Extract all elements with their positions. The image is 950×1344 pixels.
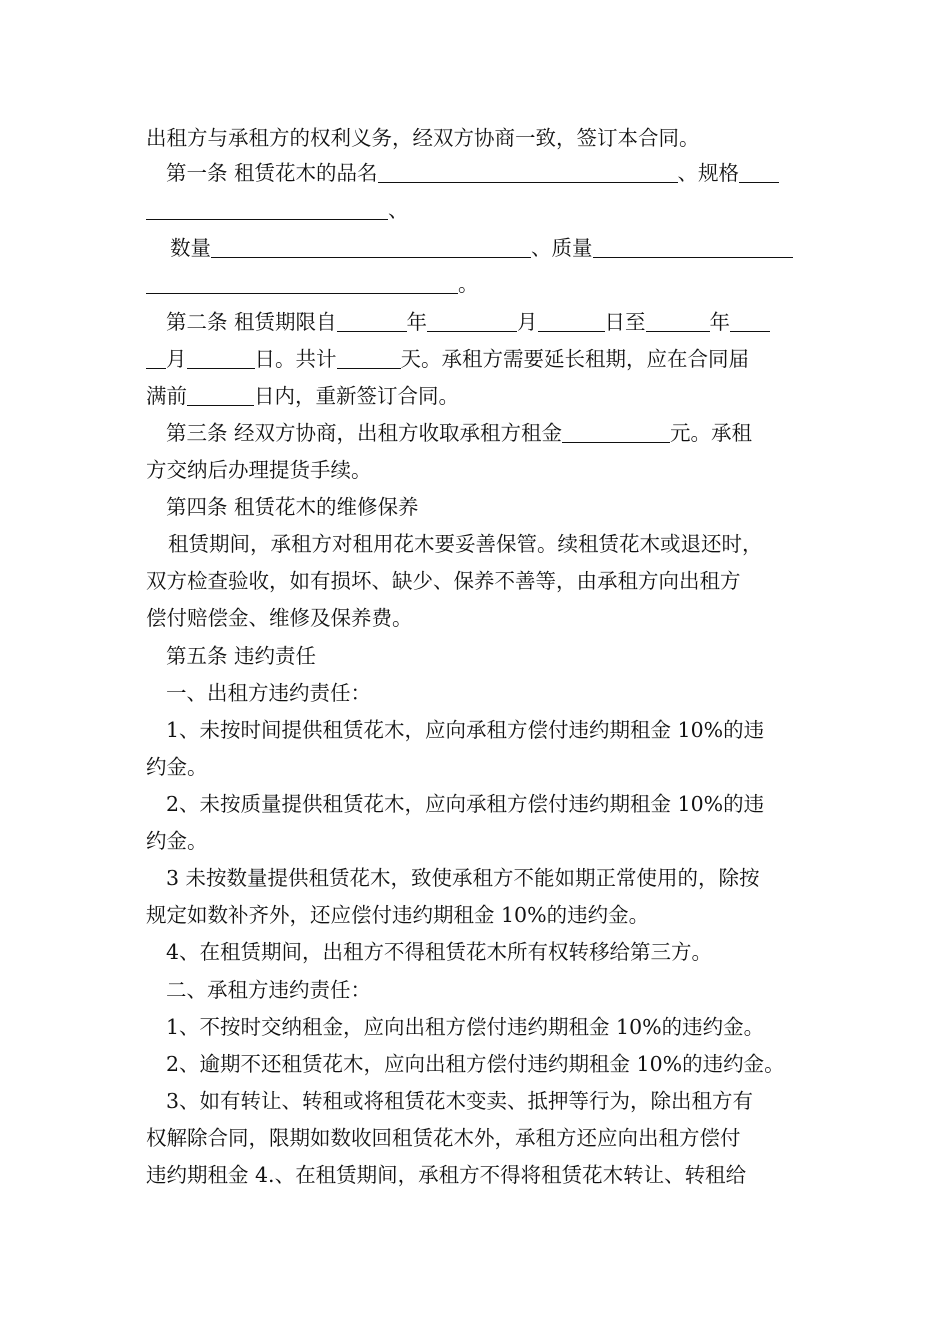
article1-line4 — [0, 266, 950, 302]
intro-line — [0, 120, 950, 156]
lessee-item3b-text: 权解除合同，限期如数收回租赁花木外，承租方还应向出租方偿付 — [146, 1126, 741, 1150]
quality-label: 、质量 — [531, 236, 593, 260]
name-blank[interactable] — [378, 160, 678, 183]
lessor-title — [0, 675, 950, 711]
qty-label: 数量 — [170, 236, 211, 260]
end-year-blank[interactable] — [646, 309, 710, 332]
start-month-blank[interactable] — [427, 309, 517, 332]
article2-line2 — [0, 341, 950, 377]
total-days-blank[interactable] — [337, 346, 401, 369]
article4-p1 — [0, 526, 950, 562]
article5-title — [0, 638, 950, 674]
spec-blank-cont[interactable] — [146, 197, 388, 220]
lessee-item3b — [0, 1120, 950, 1156]
lessor-item3b — [0, 897, 950, 933]
rent-after: 元。承租 — [670, 421, 753, 445]
day-to-label: 日至 — [604, 310, 646, 334]
rent-cont: 方交纳后办理提货手续。 — [146, 458, 372, 482]
lessee-item3c — [0, 1157, 950, 1193]
end-mark: 。 — [458, 272, 479, 296]
days-text: 天。承租方需要延长租期，应在合同届 — [400, 347, 749, 371]
lessor-item1b-text: 约金。 — [146, 755, 208, 779]
end-month-blank-cont[interactable] — [146, 346, 166, 369]
lessee-item1 — [0, 1009, 950, 1045]
name-label: 第一条 租赁花木的品名 — [166, 161, 378, 185]
month-label-2: 月 — [166, 347, 187, 371]
article1-line2 — [0, 192, 950, 228]
article4-p3 — [0, 600, 950, 636]
art4-p3-text: 偿付赔偿金、维修及保养费。 — [146, 606, 413, 630]
year-label: 年 — [406, 310, 428, 334]
start-year-blank[interactable] — [337, 309, 407, 332]
article1-line3 — [0, 230, 950, 266]
period-lead: 第二条 租赁期限自 — [166, 310, 337, 334]
lessor-item1a — [0, 712, 950, 748]
dun-mark: 、 — [388, 198, 409, 222]
lessee-item3a-text: 3、如有转让、转租或将租赁花木变卖、抵押等行为，除出租方有 — [166, 1089, 754, 1113]
art4-p2-text: 双方检查验收，如有损坏、缺少、保养不善等，由承租方向出租方 — [146, 569, 741, 593]
month-label: 月 — [517, 310, 538, 334]
article2-line1 — [0, 304, 950, 340]
art5-title-text: 第五条 违约责任 — [166, 644, 317, 668]
lessor-item1a-text: 1、未按时间提供租赁花木，应向承租方偿付违约期租金 10%的违 — [166, 718, 765, 742]
end-month-blank[interactable] — [730, 309, 770, 332]
art4-title-text: 第四条 租赁花木的维修保养 — [166, 495, 419, 519]
lessee-item3a — [0, 1083, 950, 1119]
lessee-item1-text: 1、不按时交纳租金，应向出租方偿付违约期租金 10%的违约金。 — [166, 1015, 765, 1039]
lessor-item2a-text: 2、未按质量提供租赁花木，应向承租方偿付违约期租金 10%的违 — [166, 792, 765, 816]
lessor-item3b-text: 规定如数补齐外，还应偿付违约期租金 10%的违约金。 — [146, 903, 650, 927]
lessor-item3a — [0, 860, 950, 896]
lessor-title-text: 一、出租方违约责任： — [166, 681, 371, 705]
intro-text: 出租方与承租方的权利义务，经双方协商一致，签订本合同。 — [146, 126, 700, 150]
article3-line1 — [0, 415, 950, 451]
lessor-item4 — [0, 934, 950, 970]
lessor-item2a — [0, 786, 950, 822]
end-day-blank[interactable] — [187, 346, 255, 369]
day-total-label: 日。共计 — [254, 347, 337, 371]
lessor-item3a-text: 3 未按数量提供租赁花木，致使承租方不能如期正常使用的，除按 — [166, 866, 760, 890]
lessee-item3c-text: 违约期租金 4.、在租赁期间，承租方不得将租赁花木转让、转租给 — [146, 1163, 747, 1187]
renew-days-blank[interactable] — [187, 383, 254, 406]
lessee-item2-text: 2、逾期不还租赁花木，应向出租方偿付违约期租金 10%的违约金。 — [166, 1052, 785, 1076]
qty-blank[interactable] — [211, 235, 531, 258]
article3-line2 — [0, 452, 950, 488]
start-day-blank[interactable] — [538, 309, 605, 332]
rent-amount-blank[interactable] — [562, 420, 670, 443]
article1-line1 — [0, 155, 950, 191]
lessee-title-text: 二、承租方违约责任： — [166, 978, 371, 1002]
article4-p2 — [0, 563, 950, 599]
renew-text: 日内，重新签订合同。 — [254, 384, 459, 408]
article2-line3 — [0, 378, 950, 414]
art4-p1-text: 租赁期间，承租方对租用花木要妥善保管。续租赁花木或退还时， — [168, 532, 763, 556]
article4-title — [0, 489, 950, 525]
rent-lead: 第三条 经双方协商，出租方收取承租方租金 — [166, 421, 563, 445]
lessor-item4-text: 4、在租赁期间，出租方不得租赁花木所有权转移给第三方。 — [166, 940, 713, 964]
spec-blank[interactable] — [739, 160, 779, 183]
lessor-item1b — [0, 749, 950, 785]
quality-blank[interactable] — [593, 235, 793, 258]
lessee-title — [0, 972, 950, 1008]
lessor-item2b — [0, 823, 950, 859]
year-label-2: 年 — [709, 310, 731, 334]
spec-label: 、规格 — [677, 161, 740, 185]
lessor-item2b-text: 约金。 — [146, 829, 208, 853]
quality-blank-cont[interactable] — [146, 271, 458, 294]
full-before-label: 满前 — [146, 384, 187, 408]
lessee-item2 — [0, 1046, 950, 1082]
